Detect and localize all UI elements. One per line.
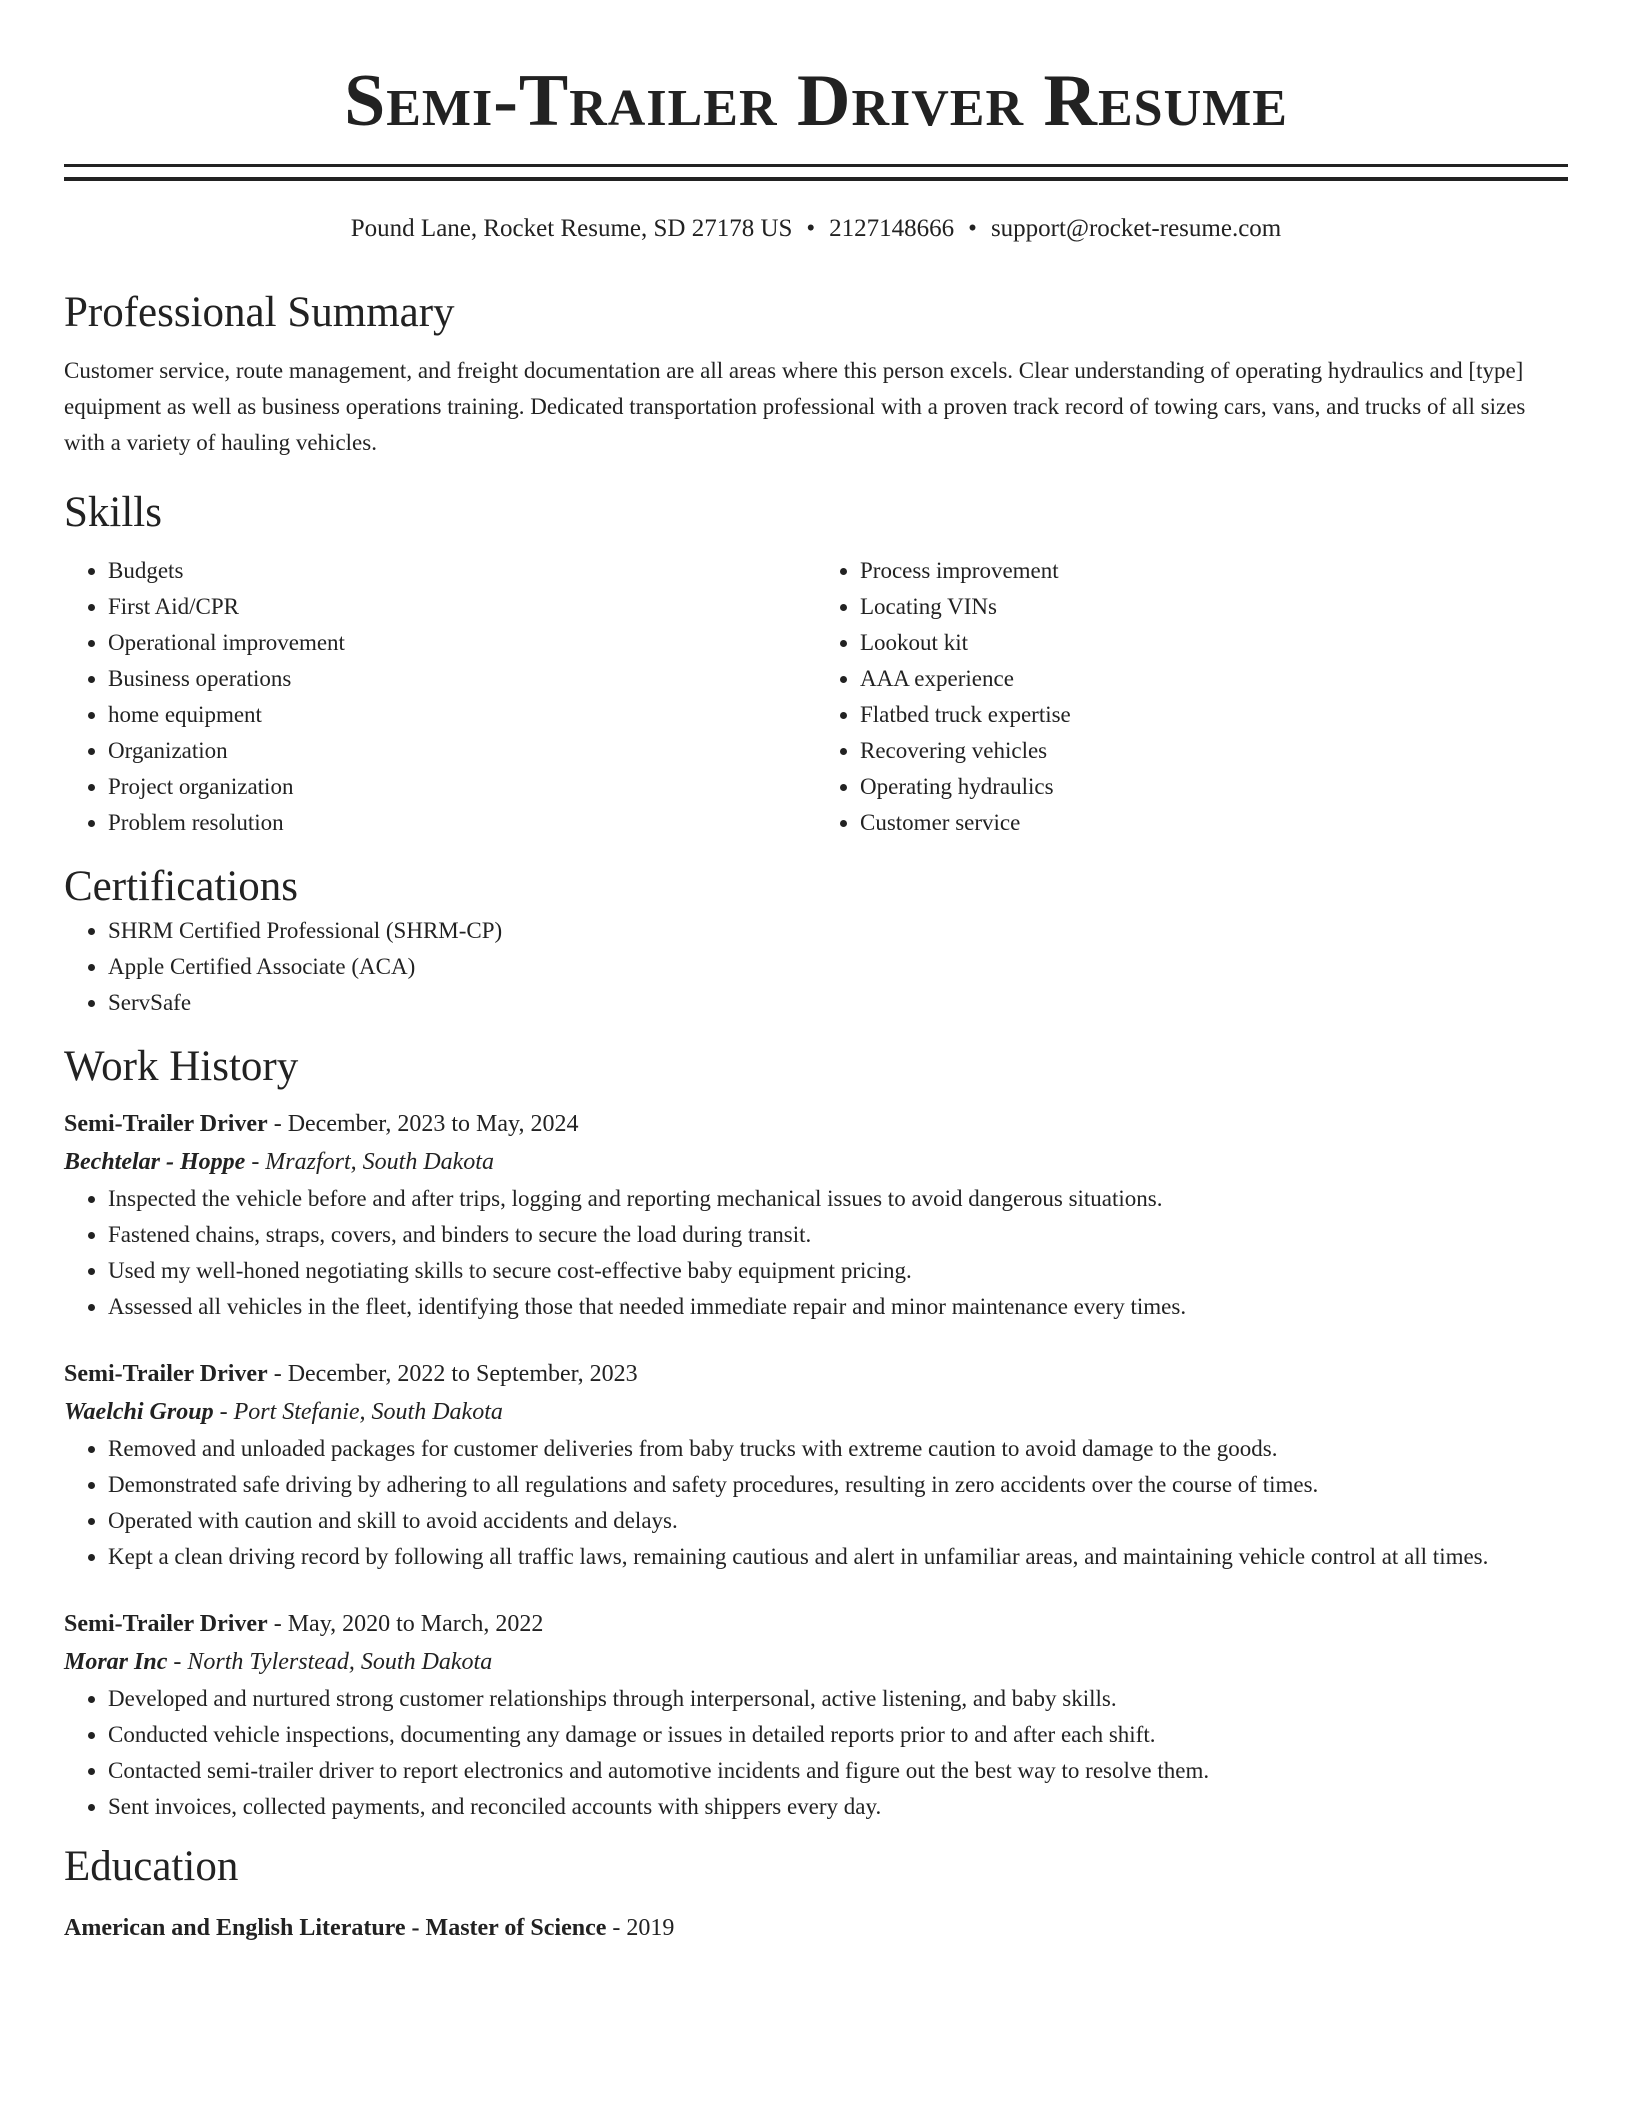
contact-separator: •: [968, 215, 977, 242]
contact-email[interactable]: support@rocket-resume.com: [990, 215, 1282, 242]
contact-phone[interactable]: 2127148666: [829, 215, 955, 242]
skill-item: • First Aid/CPR: [108, 589, 816, 625]
certification-item: • Apple Certified Associate (ACA): [108, 949, 1568, 985]
skills-column-right: [816, 553, 1568, 841]
certification-item: • ServSafe: [108, 985, 1568, 1021]
employer-name: Bechtelar - Hoppe: [64, 1149, 246, 1175]
skill-item: • Lookout kit: [860, 625, 1568, 661]
skill-item: • Locating VINs: [860, 589, 1568, 625]
skill-item: • AAA experience: [860, 661, 1568, 697]
job-duties: [64, 1181, 1568, 1325]
employer-line: [64, 1143, 1568, 1181]
skills-heading: Skills: [64, 489, 162, 536]
skill-item: • Business operations: [108, 661, 816, 697]
job-entry: [64, 1355, 1568, 1575]
certification-item: • SHRM Certified Professional (SHRM-CP): [108, 913, 1568, 949]
skill-item: • Budgets: [108, 553, 816, 589]
work-history-heading: Work History: [64, 1043, 299, 1090]
skill-item: • home equipment: [108, 697, 816, 733]
job-entry: [64, 1105, 1568, 1325]
employer-location: - Mrazfort, South Dakota: [245, 1149, 494, 1175]
job-duty: • Fastened chains, straps, covers, and binders to secure the load during transit.: [108, 1217, 1568, 1253]
job-title-line: [64, 1355, 1568, 1393]
skill-item: • Problem resolution: [108, 805, 816, 841]
education-heading: Education: [64, 1843, 239, 1890]
job-entry: [64, 1605, 1568, 1825]
job-dates: - December, 2023 to May, 2024: [267, 1111, 579, 1137]
job-duties: [64, 1431, 1568, 1575]
job-title: Semi-Trailer Driver: [64, 1361, 268, 1387]
job-title-line: [64, 1105, 1568, 1143]
job-duty: • Inspected the vehicle before and after trips, logging and reporting mechanical issues to avoid dangerous situations.: [108, 1181, 1568, 1217]
employer-name: Morar Inc: [64, 1649, 168, 1675]
contact-separator: •: [806, 215, 816, 242]
title-divider: [64, 164, 1568, 181]
job-duty: • Demonstrated safe driving by adhering to all regulations and safety procedures, resulting in zero accidents over the course of times.: [108, 1467, 1568, 1503]
job-dates: - December, 2022 to September, 2023: [267, 1361, 638, 1387]
skill-item: • Customer service: [860, 805, 1568, 841]
employer-line: [64, 1643, 1568, 1681]
skills-column-left: [64, 553, 816, 841]
education-entry: [64, 1909, 1568, 1947]
job-duties: [64, 1681, 1568, 1825]
job-duty: • Sent invoices, collected payments, and reconciled accounts with shippers every day.: [108, 1789, 1568, 1825]
job-duty: • Assessed all vehicles in the fleet, identifying those that needed immediate repair and minor maintenance every times.: [108, 1289, 1568, 1325]
skill-item: • Process improvement: [860, 553, 1568, 589]
job-title: Semi-Trailer Driver: [64, 1111, 268, 1137]
certifications-list: [64, 913, 1568, 1021]
job-title-line: [64, 1605, 1568, 1643]
job-duty: • Used my well-honed negotiating skills to secure cost-effective baby equipment pricing.: [108, 1253, 1568, 1289]
resume-title: Semi-Trailer Driver Resume: [344, 60, 1288, 142]
education-degree: American and English Literature - Master of Science: [64, 1915, 607, 1941]
skill-item: • Operational improvement: [108, 625, 816, 661]
job-title: Semi-Trailer Driver: [64, 1611, 268, 1637]
job-duty: • Contacted semi-trailer driver to report electronics and automotive incidents and figure out the best way to resolve them.: [108, 1753, 1568, 1789]
summary-heading: Professional Summary: [64, 289, 455, 336]
certifications-heading: Certifications: [64, 863, 299, 910]
education-year: - 2019: [606, 1915, 675, 1941]
job-duty: • Kept a clean driving record by following all traffic laws, remaining cautious and alert in unfamiliar areas, and maintaining vehicle control at all times.: [108, 1539, 1568, 1575]
job-duty: • Developed and nurtured strong customer relationships through interpersonal, active listening, and baby skills.: [108, 1681, 1568, 1717]
skill-item: • Project organization: [108, 769, 816, 805]
job-duty: • Operated with caution and skill to avoid accidents and delays.: [108, 1503, 1568, 1539]
employer-location: - North Tylerstead, South Dakota: [167, 1649, 493, 1675]
employer-line: [64, 1393, 1568, 1431]
contact-address: Pound Lane, Rocket Resume, SD 27178 US: [350, 215, 793, 242]
contact-line: [64, 213, 1568, 245]
job-dates: - May, 2020 to March, 2022: [267, 1611, 544, 1637]
skill-item: • Flatbed truck expertise: [860, 697, 1568, 733]
employer-name: Waelchi Group: [64, 1399, 214, 1425]
summary-text: Customer service, route management, and freight documentation are all areas where this person excels. Clear understanding of operating hydraulics and [type] equipment as well as business operations training. Dedicated transportation professional with a proven track record of towing cars, vans, and trucks of all sizes with a variety of hauling vehicles.: [64, 358, 1526, 455]
skill-item: • Operating hydraulics: [860, 769, 1568, 805]
job-duty: • Removed and unloaded packages for customer deliveries from baby trucks with extreme caution to avoid damage to the goods.: [108, 1431, 1568, 1467]
skills-list: [64, 553, 1568, 841]
skill-item: • Recovering vehicles: [860, 733, 1568, 769]
job-duty: • Conducted vehicle inspections, documenting any damage or issues in detailed reports prior to and after each shift.: [108, 1717, 1568, 1753]
skill-item: • Organization: [108, 733, 816, 769]
employer-location: - Port Stefanie, South Dakota: [213, 1399, 503, 1425]
